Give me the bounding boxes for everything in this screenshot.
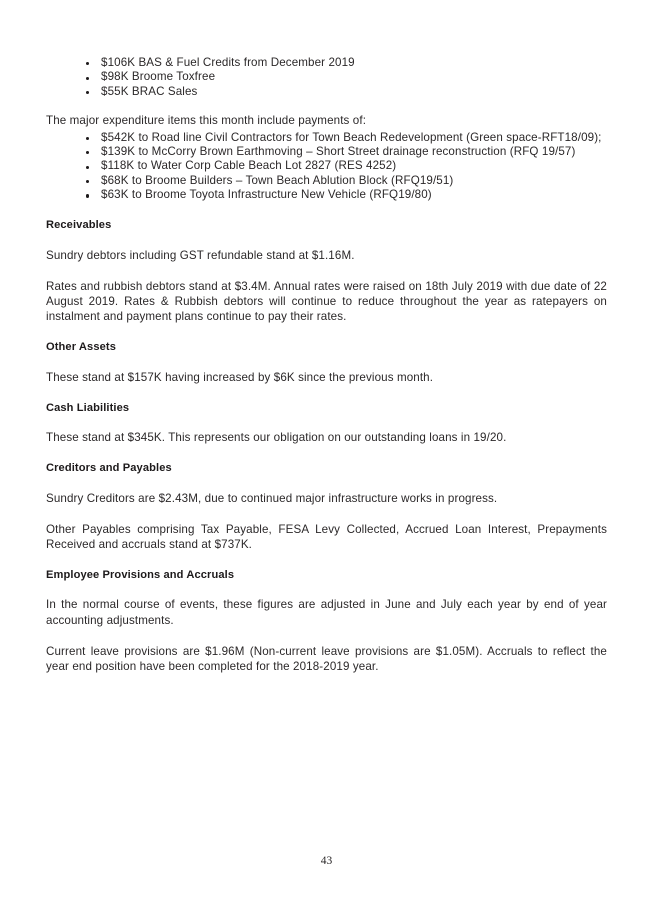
spacer [46, 233, 607, 248]
section-heading-other-assets: Other Assets [46, 341, 116, 354]
section-heading-cash-liabilities: Cash Liabilities [46, 401, 130, 414]
spacer [46, 355, 607, 370]
list-item: $98K Broome Toxfree [46, 70, 633, 84]
intro-bullet-list [46, 56, 633, 99]
paragraph: These stand at $345K. This represents our obligation on our outstanding loans in 19/20. [46, 431, 507, 445]
paragraph: Sundry Creditors are $2.43M, due to continued major infrastructure works in progress. [46, 491, 498, 505]
spacer [46, 506, 607, 522]
section-heading-creditors-and-payables: Creditors and Payables [46, 462, 172, 475]
paragraph: Current leave provisions are $1.96M (Non-current leave provisions are $1.05M). Accruals to reflect the year end position have been completed for the 2018-2019 year. [46, 644, 607, 674]
list-item: $55K BRAC Sales [46, 85, 633, 99]
page-content [46, 56, 607, 674]
list-item: $118K to Water Corp Cable Beach Lot 2827 (RES 4252) [46, 159, 633, 173]
paragraph: These stand at $157K having increased by $6K since the previous month. [46, 370, 434, 384]
spacer [46, 99, 607, 113]
list-item: $63K to Broome Toyota Infrastructure New Vehicle (RFQ19/80) [46, 188, 633, 202]
spacer [46, 416, 607, 431]
paragraph: Rates and rubbish debtors stand at $3.4M. Annual rates were raised on 18th July 2019 with due date of 22 August 2019. Rates & Rubbish debtors will continue to reduce throughout the year as ratepayers on instalment and payment plans continue to pay their rates. [46, 279, 607, 324]
spacer [46, 628, 607, 644]
paragraph: Sundry debtors including GST refundable stand at $1.16M. [46, 248, 355, 262]
paragraph: Other Payables comprising Tax Payable, FESA Levy Collected, Accrued Loan Interest, Prepayments Received and accruals stand at $737K. [46, 522, 607, 551]
paragraph: In the normal course of events, these figures are adjusted in June and July each year by end of year accounting adjustments. [46, 598, 607, 627]
spacer [46, 476, 607, 491]
spacer [46, 583, 607, 598]
list-item: $106K BAS & Fuel Credits from December 2019 [46, 56, 633, 70]
spacer [46, 552, 607, 568]
section-heading-receivables: Receivables [46, 219, 112, 232]
spacer [46, 446, 607, 462]
expenditure-bullet-list [46, 131, 633, 203]
list-item: $542K to Road line Civil Contractors for Town Beach Redevelopment (Green space-RFT18/09); [46, 131, 633, 145]
spacer [46, 203, 607, 219]
spacer [46, 325, 607, 341]
expenditure-intro-paragraph: The major expenditure items this month include payments of: [46, 114, 367, 128]
page-number: 43 [320, 855, 333, 867]
spacer [46, 385, 607, 401]
section-heading-employee-provisions-and-accruals: Employee Provisions and Accruals [46, 568, 235, 581]
list-item: $139K to McCorry Brown Earthmoving – Short Street drainage reconstruction (RFQ 19/57) [46, 145, 633, 159]
spacer [46, 263, 607, 279]
list-item: $68K to Broome Builders – Town Beach Ablution Block (RFQ19/51) [46, 174, 633, 188]
